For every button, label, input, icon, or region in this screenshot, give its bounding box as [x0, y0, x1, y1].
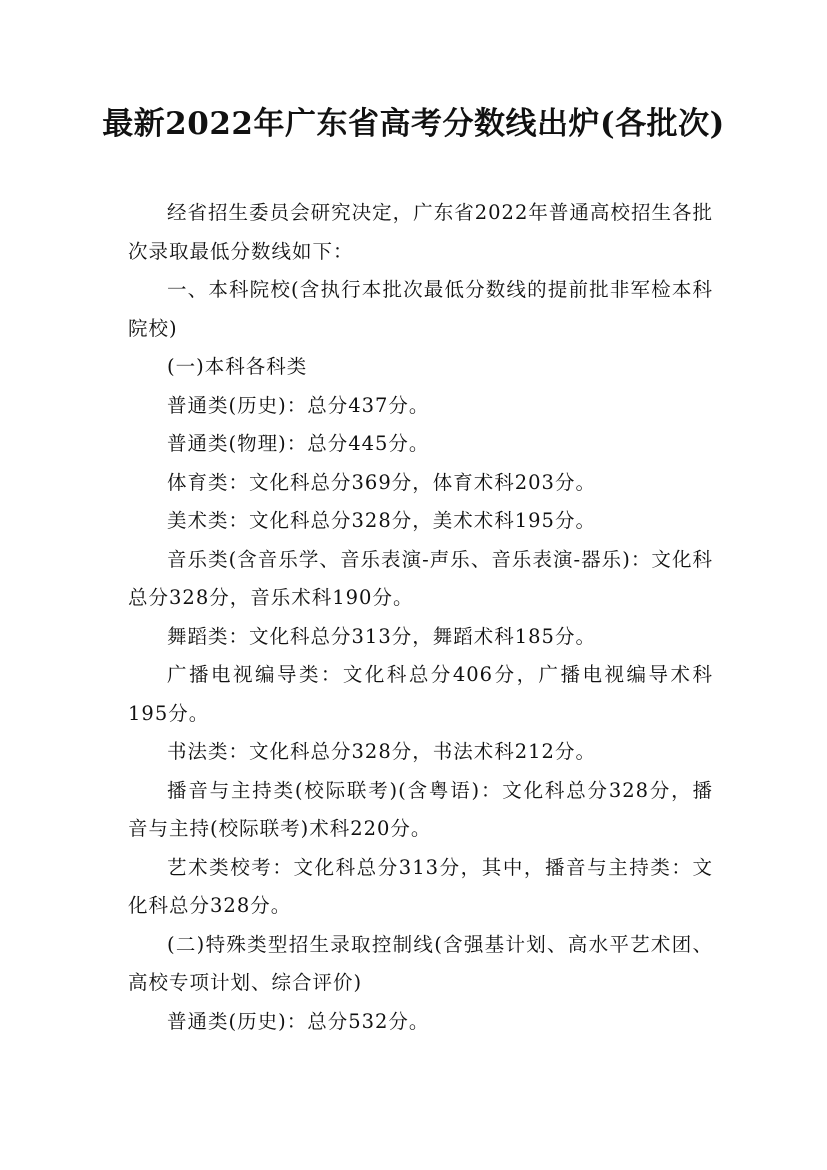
paragraph-sports-score: 体育类：文化科总分369分，体育术科203分。: [167, 470, 596, 494]
paragraph-calligraphy-score: 书法类：文化科总分328分，书法术科212分。: [167, 740, 596, 763]
paragraph-music-score: 音乐类(含音乐学、音乐表演-声乐、音乐表演-器乐)：文化科总分328分，音乐术科190分。: [128, 547, 713, 609]
paragraph-art-school-exam-score: 艺术类校考：文化科总分313分，其中，播音与主持类：文化科总分328分。: [128, 855, 713, 917]
paragraph-intro: 经省招生委员会研究决定，广东省2022年普通高校招生各批次录取最低分数线如下：: [128, 201, 713, 263]
paragraph-history-score: 普通类(历史)：总分437分。: [167, 393, 430, 417]
paragraph-section-1-heading: 一、本科院校(含执行本批次最低分数线的提前批非军检本科院校): [128, 278, 713, 340]
paragraph-physics-score: 普通类(物理)：总分445分。: [167, 432, 430, 455]
paragraph-special-history-score: 普通类(历史)：总分532分。: [167, 1009, 430, 1033]
paragraph-announcing-score: 播音与主持类(校际联考)(含粤语)：文化科总分328分，播音与主持(校际联考)术科220分。: [128, 778, 713, 840]
paragraph-art-score: 美术类：文化科总分328分，美术术科195分。: [167, 509, 596, 532]
paragraph-broadcast-directing-score: 广播电视编导类：文化科总分406分，广播电视编导术科195分。: [128, 663, 713, 725]
document-title: 最新2022年广东省高考分数线出炉(各批次): [102, 106, 725, 142]
paragraph-dance-score: 舞蹈类：文化科总分313分，舞蹈术科185分。: [167, 624, 596, 648]
paragraph-subsection-1-heading: (一)本科各科类: [167, 355, 308, 378]
paragraph-subsection-2-heading: (二)特殊类型招生录取控制线(含强基计划、高水平艺术团、高校专项计划、综合评价): [128, 932, 713, 994]
document-body: [128, 194, 713, 1041]
